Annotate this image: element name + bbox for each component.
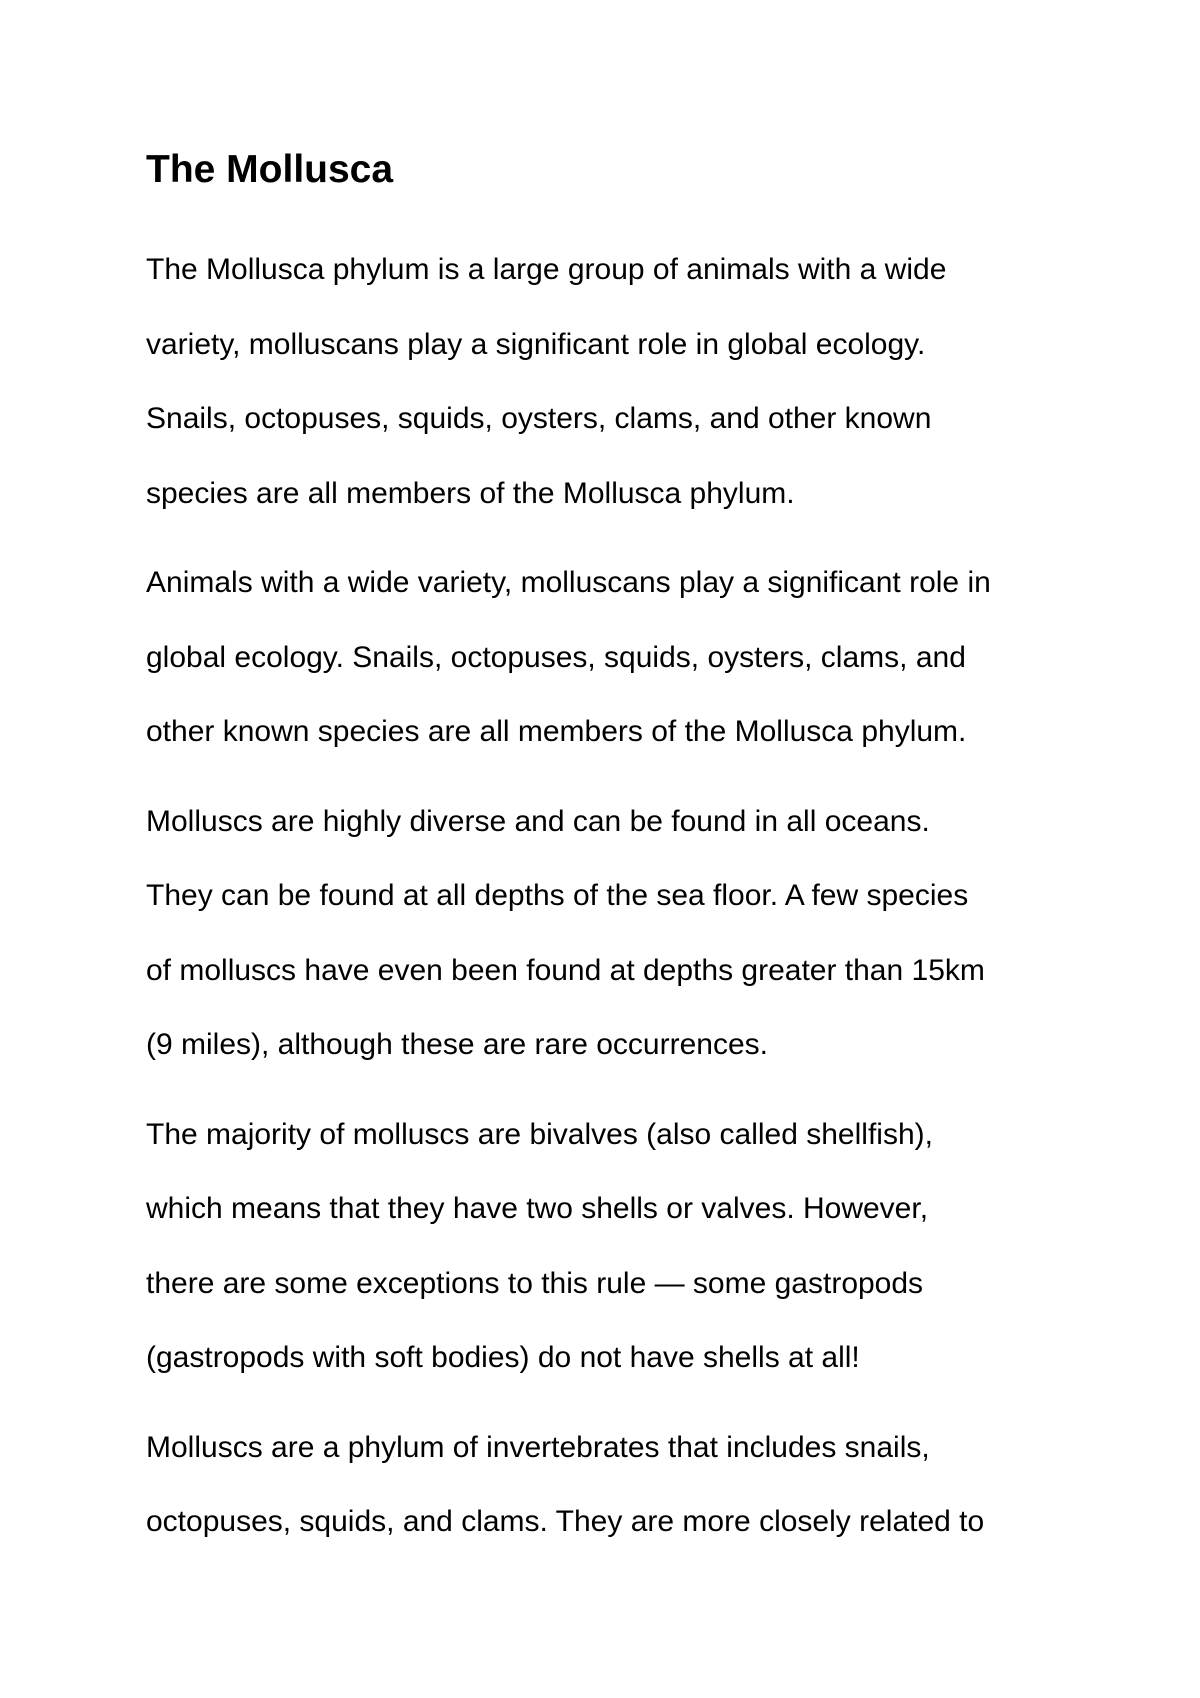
paragraph-line: Snails, octopuses, squids, oysters, clams, and other known: [146, 402, 932, 435]
paragraph-line: They can be found at all depths of the sea floor. A few species: [146, 879, 969, 912]
paragraph-line: other known species are all members of the Mollusca phylum.: [146, 715, 967, 748]
paragraph-line: Molluscs are highly diverse and can be found in all oceans.: [146, 804, 930, 838]
paragraph-line: Molluscs are a phylum of invertebrates that includes snails,: [146, 1430, 930, 1464]
paragraph-line: The majority of molluscs are bivalves (also called shellfish),: [146, 1117, 933, 1151]
paragraph-3: [146, 785, 1086, 1083]
paragraph-line: (gastropods with soft bodies) do not have shells at all!: [146, 1341, 860, 1374]
paragraph-4: [146, 1098, 1086, 1396]
paragraph-line: there are some exceptions to this rule — some gastropods: [146, 1266, 924, 1300]
document-title: The Mollusca: [146, 148, 394, 191]
paragraph-line: variety, molluscans play a significant role in global ecology.: [146, 327, 926, 361]
paragraph-line: octopuses, squids, and clams. They are more closely related to: [146, 1505, 985, 1538]
paragraph-line: species are all members of the Mollusca phylum.: [146, 476, 795, 510]
paragraph-line: of molluscs have even been found at depths greater than 15km: [146, 953, 985, 987]
paragraph-line: global ecology. Snails, octopuses, squids, oysters, clams, and: [146, 640, 966, 674]
paragraph-line: (9 miles), although these are rare occurrences.: [146, 1028, 768, 1061]
paragraph-2: [146, 546, 1086, 770]
paragraph-1: [146, 233, 1086, 531]
paragraph-5: [146, 1411, 1086, 1560]
paragraph-line: Animals with a wide variety, molluscans play a significant role in: [146, 566, 991, 599]
paragraph-line: The Mollusca phylum is a large group of animals with a wide: [146, 253, 947, 286]
paragraph-line: which means that they have two shells or valves. However,: [146, 1192, 929, 1225]
document-body: [146, 130, 1086, 1560]
